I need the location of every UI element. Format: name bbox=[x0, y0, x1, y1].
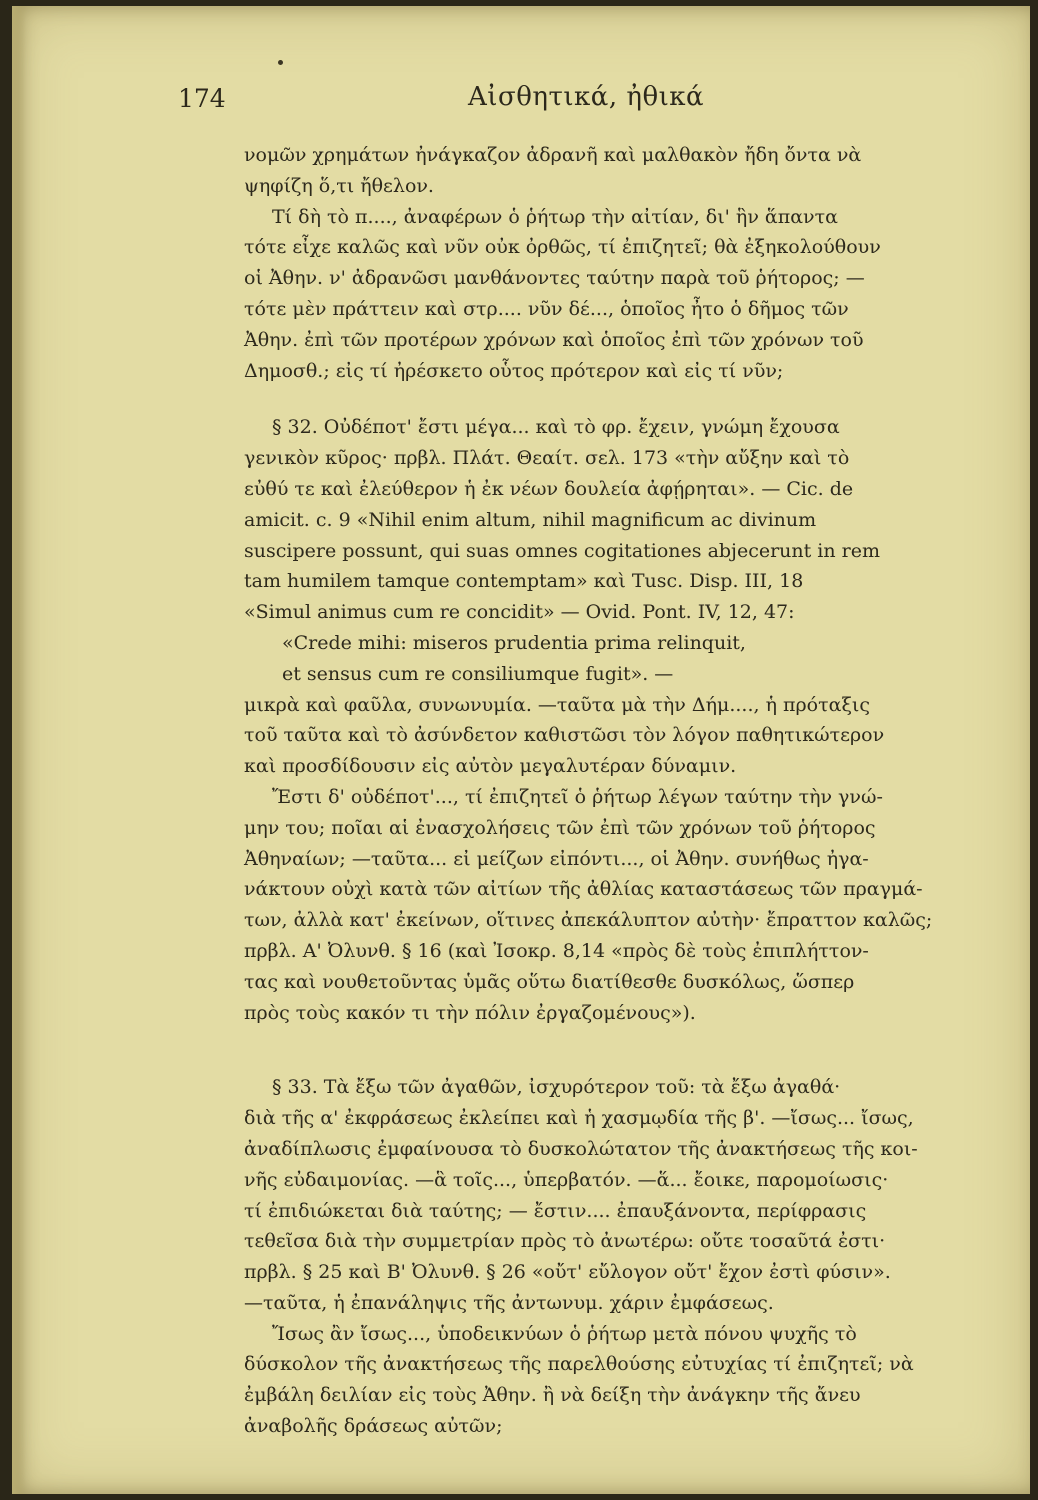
text-line: ψηφίζη ὅ,τι ἤθελον. bbox=[244, 174, 434, 197]
text-line: amicit. c. 9 «Nihil enim altum, nihil magnificum ac divinum bbox=[244, 508, 817, 531]
text-line: πρὸς τοὺς κακόν τι τὴν πόλιν ἐργαζομένους»). bbox=[244, 1001, 696, 1024]
text-line: § 33. Τὰ ἔξω τῶν ἀγαθῶν, ἰσχυρότερον τοῦ: τὰ ἔξω ἀγαθά· bbox=[272, 1076, 841, 1099]
text-line: τοῦ ταῦτα καὶ τὸ ἀσύνδετον καθιστῶσι τὸν λόγον παθητικώτερον bbox=[244, 724, 885, 747]
text-line: § 32. Οὐδέποτ' ἔστι μέγα... καὶ τὸ φρ. ἔχειν, γνώμη ἔχουσα bbox=[272, 416, 840, 439]
text-line: Τί δὴ τὸ π...., ἀναφέρων ὁ ῥήτωρ τὴν αἰτίαν, δι' ἣν ἅπαντα bbox=[272, 205, 838, 228]
text-line: ἐμβάλη δειλίαν εἰς τοὺς Ἀθην. ἢ νὰ δείξη τὴν ἀνάγκην τῆς ἄνευ bbox=[244, 1384, 861, 1407]
text-line: Δημοσθ.; εἰς τί ἠρέσκετο οὗτος πρότερον καὶ εἰς τί νῦν; bbox=[244, 359, 784, 382]
text-line: et sensus cum re consiliumque fugit». — bbox=[282, 662, 674, 685]
text-line: των, ἀλλὰ κατ' ἐκείνων, οἵτινες ἀπεκάλυπτον αὐτὴν· ἔπραττον καλῶς; bbox=[244, 909, 933, 932]
text-line: Ἴσως ἂν ἴσως..., ὑποδεικνύων ὁ ῥήτωρ μετὰ πόνου ψυχῆς τὸ bbox=[272, 1322, 857, 1345]
ink-dot bbox=[278, 60, 283, 65]
page-number: 174 bbox=[178, 84, 226, 113]
running-head: Αἰσθητικά, ἠθικά bbox=[468, 82, 705, 112]
paragraph-ti-de-to bbox=[244, 202, 960, 387]
text-line: ἀναβολῆς δράσεως αὐτῶν; bbox=[244, 1415, 503, 1438]
text-line: καὶ προσδίδουσιν εἰς αὐτὸν μεγαλυτέραν δύναμιν. bbox=[244, 755, 737, 778]
book-page bbox=[12, 6, 1030, 1494]
text-line: tam humilem tamque contemptam» καὶ Tusc. Disp. III, 18 bbox=[244, 570, 804, 593]
paragraph-isos-an-isos bbox=[244, 1319, 960, 1442]
text-line: τότε μὲν πράττειν καὶ στρ.... νῦν δέ..., ὁποῖος ἦτο ὁ δῆμος τῶν bbox=[244, 297, 849, 320]
text-line: Ἔστι δ' οὐδέποτ'..., τί ἐπιζητεῖ ὁ ῥήτωρ λέγων ταύτην τὴν γνώ- bbox=[272, 785, 883, 808]
text-line: suscipere possunt, qui suas omnes cogitationes abjecerunt in rem bbox=[244, 539, 881, 562]
text-line: «Simul animus cum re concidit» — Ovid. Pont. IV, 12, 47: bbox=[244, 601, 795, 624]
text-line: τεθεῖσα διὰ τὴν συμμετρίαν πρὸς τὸ ἀνωτέρω: οὔτε τοσαῦτά ἐστι· bbox=[244, 1230, 886, 1253]
text-line: τί ἐπιδιώκεται διὰ ταύτης; — ἔστιν.... ἐπαυξάνοντα, περίφρασις bbox=[244, 1199, 867, 1222]
text-line: πρβλ. Α' Ὀλυνθ. § 16 (καὶ Ἰσοκρ. 8,14 «πρὸς δὲ τοὺς ἐπιπλήττον- bbox=[244, 939, 869, 962]
text-line: ἀναδίπλωσις ἐμφαίνουσα τὸ δυσκολώτατον τῆς ἀνακτήσεως τῆς κοι- bbox=[244, 1137, 918, 1160]
text-line: τότε εἶχε καλῶς καὶ νῦν οὐκ ὀρθῶς, τί ἐπιζητεῖ; θὰ ἐξηκολούθουν bbox=[244, 236, 881, 259]
text-line: οἱ Ἀθην. ν' ἀδρανῶσι μανθάνοντες ταύτην παρὰ τοῦ ῥήτορος; — bbox=[244, 267, 865, 290]
text-line: μικρὰ καὶ φαῦλα, συνωνυμία. —ταῦτα μὰ τὴν Δήμ...., ἡ πρόταξις bbox=[244, 693, 870, 716]
text-line: νάκτουν οὐχὶ κατὰ τῶν αἰτίων τῆς ἀθλίας καταστάσεως τῶν πραγμά- bbox=[244, 878, 923, 901]
paragraph-continuation bbox=[244, 140, 960, 202]
text-line: πρβλ. § 25 καὶ Β' Ὀλυνθ. § 26 «οὔτ' εὔλογον οὔτ' ἔχον ἐστὶ φύσιν». bbox=[244, 1261, 891, 1284]
text-line: μην του; ποῖαι αἱ ἐνασχολήσεις τῶν ἐπὶ τῶν χρόνων τοῦ ῥήτορος bbox=[244, 816, 876, 839]
text-line: τας καὶ νουθετοῦντας ὑμᾶς οὕτω διατίθεσθε δυσκόλως, ὥσπερ bbox=[244, 970, 855, 993]
section-32 bbox=[244, 412, 960, 628]
text-line: διὰ τῆς α' ἐκφράσεως ἐκλείπει καὶ ἡ χασμῳδία τῆς β'. —ἴσως... ἴσως, bbox=[244, 1107, 914, 1130]
text-line: Ἀθην. ἐπὶ τῶν προτέρων χρόνων καὶ ὁποῖος ἐπὶ τῶν χρόνων τοῦ bbox=[244, 328, 864, 351]
ovid-quotation bbox=[244, 628, 960, 690]
body-text bbox=[244, 140, 960, 1442]
text-line: δύσκολον τῆς ἀνακτήσεως τῆς παρελθούσης εὐτυχίας τί ἐπιζητεῖ; νὰ bbox=[244, 1353, 914, 1376]
text-line: «Crede mihi: miseros prudentia prima relinquit, bbox=[282, 631, 746, 654]
text-line: νομῶν χρημάτων ἠνάγκαζον ἀδρανῆ καὶ μαλθακὸν ἤδη ὄντα νὰ bbox=[244, 144, 862, 166]
text-line: εὐθύ τε καὶ ἐλεύθερον ἡ ἐκ νέων δουλεία ἀφῄρηται». — Cic. de bbox=[244, 477, 854, 500]
text-line: —ταῦτα, ἡ ἐπανάληψις τῆς ἀντωνυμ. χάριν ἐμφάσεως. bbox=[244, 1291, 774, 1314]
text-line: νῆς εὐδαιμονίας. —ἃ τοῖς..., ὑπερβατόν. —ἅ... ἔοικε, παρομοίωσις· bbox=[244, 1168, 889, 1191]
section-33 bbox=[244, 1072, 960, 1318]
text-line: γενικὸν κῦρος· πρβλ. Πλάτ. Θεαίτ. σελ. 173 «τὴν αὔξην καὶ τὸ bbox=[244, 447, 850, 470]
paragraph-esti-d-oudepot bbox=[244, 782, 960, 1028]
page-binding-shadow bbox=[12, 6, 26, 1494]
paragraph-mikra-kai-faula bbox=[244, 690, 960, 782]
text-line: Ἀθηναίων; —ταῦτα... εἰ μείζων εἰπόντι..., οἱ Ἀθην. συνήθως ἠγα- bbox=[244, 847, 869, 870]
